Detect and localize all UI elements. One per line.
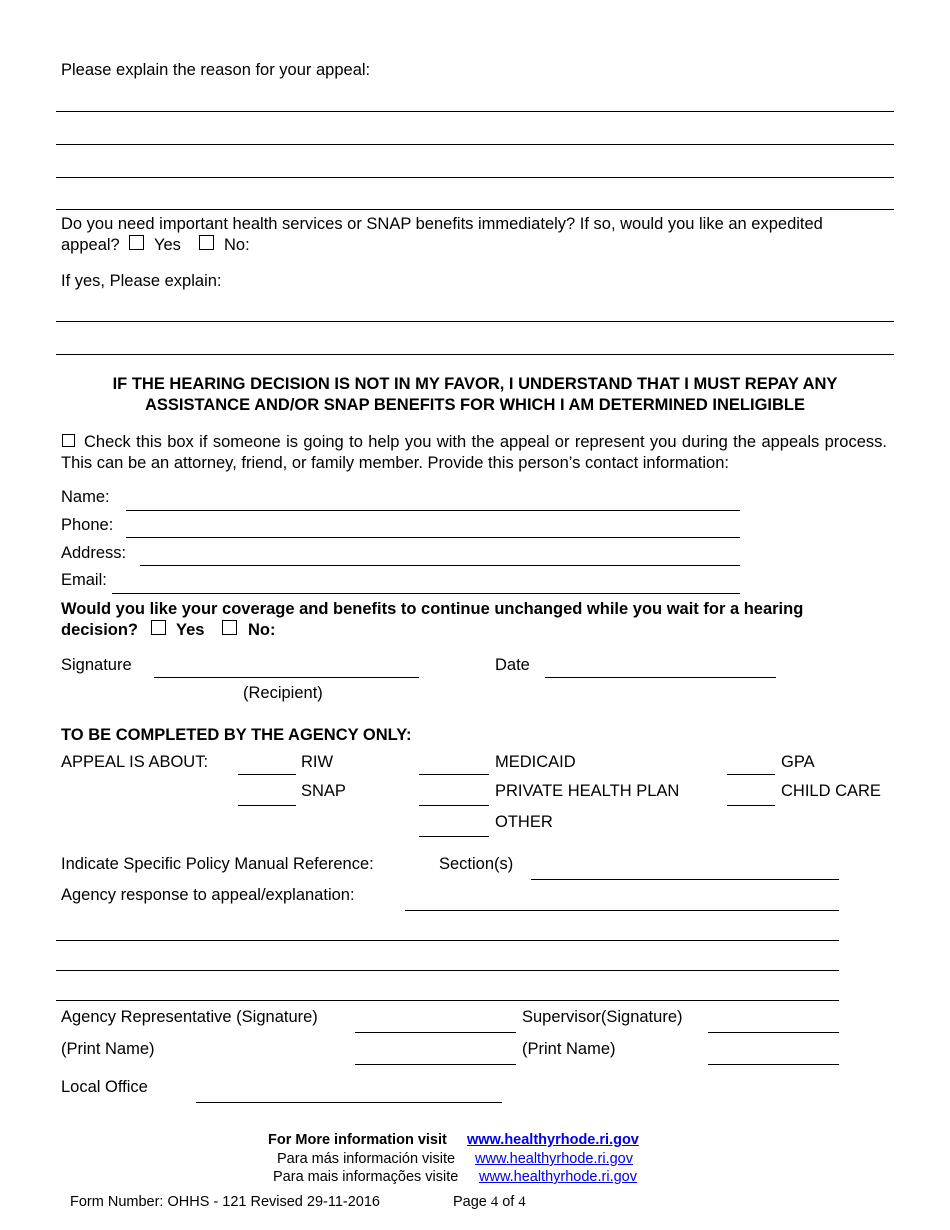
email-label: Email:	[61, 571, 107, 589]
other-option: OTHER	[495, 813, 553, 831]
page-label: Page	[453, 1194, 487, 1210]
reason-line-2[interactable]	[56, 144, 894, 145]
private-health-plan-blank[interactable]	[419, 805, 489, 806]
child-care-option: CHILD CARE	[781, 782, 881, 800]
agency-response-label: Agency response to appeal/explanation:	[61, 886, 355, 904]
gpa-blank[interactable]	[727, 774, 775, 775]
agency-heading: TO BE COMPLETED BY THE AGENCY ONLY:	[61, 726, 412, 744]
agency-response-line-2[interactable]	[56, 940, 839, 941]
agency-rep-signature-field[interactable]	[355, 1032, 516, 1033]
recipient-label: (Recipient)	[243, 684, 323, 702]
expedited-no-checkbox[interactable]	[199, 235, 214, 250]
snap-option: SNAP	[301, 782, 346, 800]
warning-line-1: IF THE HEARING DECISION IS NOT IN MY FAVOR, I UNDERSTAND THAT I MUST REPAY ANY	[112, 375, 838, 393]
medicaid-blank[interactable]	[419, 774, 489, 775]
supervisor-signature-field[interactable]	[708, 1032, 839, 1033]
date-label: Date	[495, 656, 530, 674]
agency-response-line-3[interactable]	[56, 970, 839, 971]
warning-line-2: ASSISTANCE AND/OR SNAP BENEFITS FOR WHICH I AM DETERMINED INELIGIBLE	[144, 396, 806, 414]
signature-field[interactable]	[154, 677, 419, 678]
policy-reference-label: Indicate Specific Policy Manual Reference:	[61, 855, 374, 873]
phone-field[interactable]	[126, 537, 740, 538]
page-number	[453, 1194, 526, 1211]
expedited-explain-label: If yes, Please explain:	[61, 272, 222, 290]
footer-link-en[interactable]: www.healthyrhode.ri.gov	[467, 1132, 639, 1148]
other-blank[interactable]	[419, 836, 489, 837]
continue-no-checkbox[interactable]	[222, 620, 237, 635]
continue-question-end: decision?	[61, 621, 139, 639]
reason-line-1[interactable]	[56, 111, 894, 112]
page-current: 4	[490, 1194, 499, 1210]
supervisor-print-name-field[interactable]	[708, 1064, 839, 1065]
agency-response-line-4[interactable]	[56, 1000, 839, 1001]
page-total: 4	[518, 1194, 526, 1210]
agency-rep-print-name-field[interactable]	[355, 1064, 516, 1065]
reason-label: Please explain the reason for your appeal:	[61, 61, 371, 79]
date-field[interactable]	[545, 677, 776, 678]
medicaid-option: MEDICAID	[495, 753, 576, 771]
address-label: Address:	[61, 544, 127, 562]
local-office-label: Local Office	[61, 1078, 148, 1096]
private-health-plan-option: PRIVATE HEALTH PLAN	[495, 782, 680, 800]
child-care-blank[interactable]	[727, 805, 775, 806]
name-field[interactable]	[126, 510, 740, 511]
expedited-yes-label: Yes	[154, 236, 181, 254]
continue-no-label: No:	[248, 621, 276, 639]
footer-link-es[interactable]: www.healthyrhode.ri.gov	[475, 1151, 633, 1167]
name-label: Name:	[61, 488, 110, 506]
expedited-line-2[interactable]	[56, 354, 894, 355]
email-field[interactable]	[112, 593, 740, 594]
continue-question: Would you like your coverage and benefits to continue unchanged while you wait for a hearing	[61, 600, 804, 618]
expedited-line-1[interactable]	[56, 321, 894, 322]
reason-line-3[interactable]	[56, 177, 894, 178]
supervisor-signature-label: Supervisor(Signature)	[522, 1008, 683, 1026]
sections-label: Section(s)	[439, 855, 514, 873]
sections-field[interactable]	[531, 879, 839, 880]
riw-option: RIW	[301, 753, 334, 771]
expedited-no-label: No:	[224, 236, 250, 254]
expedited-question-end: appeal?	[61, 236, 120, 254]
phone-label: Phone:	[61, 516, 114, 534]
gpa-option: GPA	[781, 753, 815, 771]
expedited-question: Do you need important health services or SNAP benefits immediately? If so, would you like an expedited	[61, 215, 823, 233]
supervisor-print-name-label: (Print Name)	[522, 1040, 616, 1058]
footer-more-info-es: Para más información visite	[277, 1151, 456, 1167]
agency-response-line-1[interactable]	[405, 910, 839, 911]
local-office-field[interactable]	[196, 1102, 502, 1103]
reason-line-4[interactable]	[56, 209, 894, 210]
agency-rep-signature-label: Agency Representative (Signature)	[61, 1008, 318, 1026]
footer-link-pt[interactable]: www.healthyrhode.ri.gov	[479, 1169, 637, 1185]
riw-blank[interactable]	[238, 774, 296, 775]
address-field[interactable]	[140, 565, 740, 566]
agency-rep-print-name-label: (Print Name)	[61, 1040, 155, 1058]
snap-blank[interactable]	[238, 805, 296, 806]
expedited-yes-checkbox[interactable]	[129, 235, 144, 250]
footer-more-info-en: For More information visit	[268, 1132, 447, 1148]
continue-yes-checkbox[interactable]	[151, 620, 166, 635]
footer-more-info-pt: Para mais informações visite	[273, 1169, 459, 1185]
continue-yes-label: Yes	[176, 621, 205, 639]
appeal-about-label: APPEAL IS ABOUT:	[61, 753, 209, 771]
representative-check-text: Check this box if someone is going to help you with the appeal or represent you during the appeals process. This can be an attorney, friend, or family member. Provide this person’s contact information:	[61, 433, 887, 472]
page-of: of	[502, 1194, 515, 1210]
form-number: Form Number: OHHS - 121 Revised 29-11-2016	[70, 1194, 380, 1210]
signature-label: Signature	[61, 656, 132, 674]
